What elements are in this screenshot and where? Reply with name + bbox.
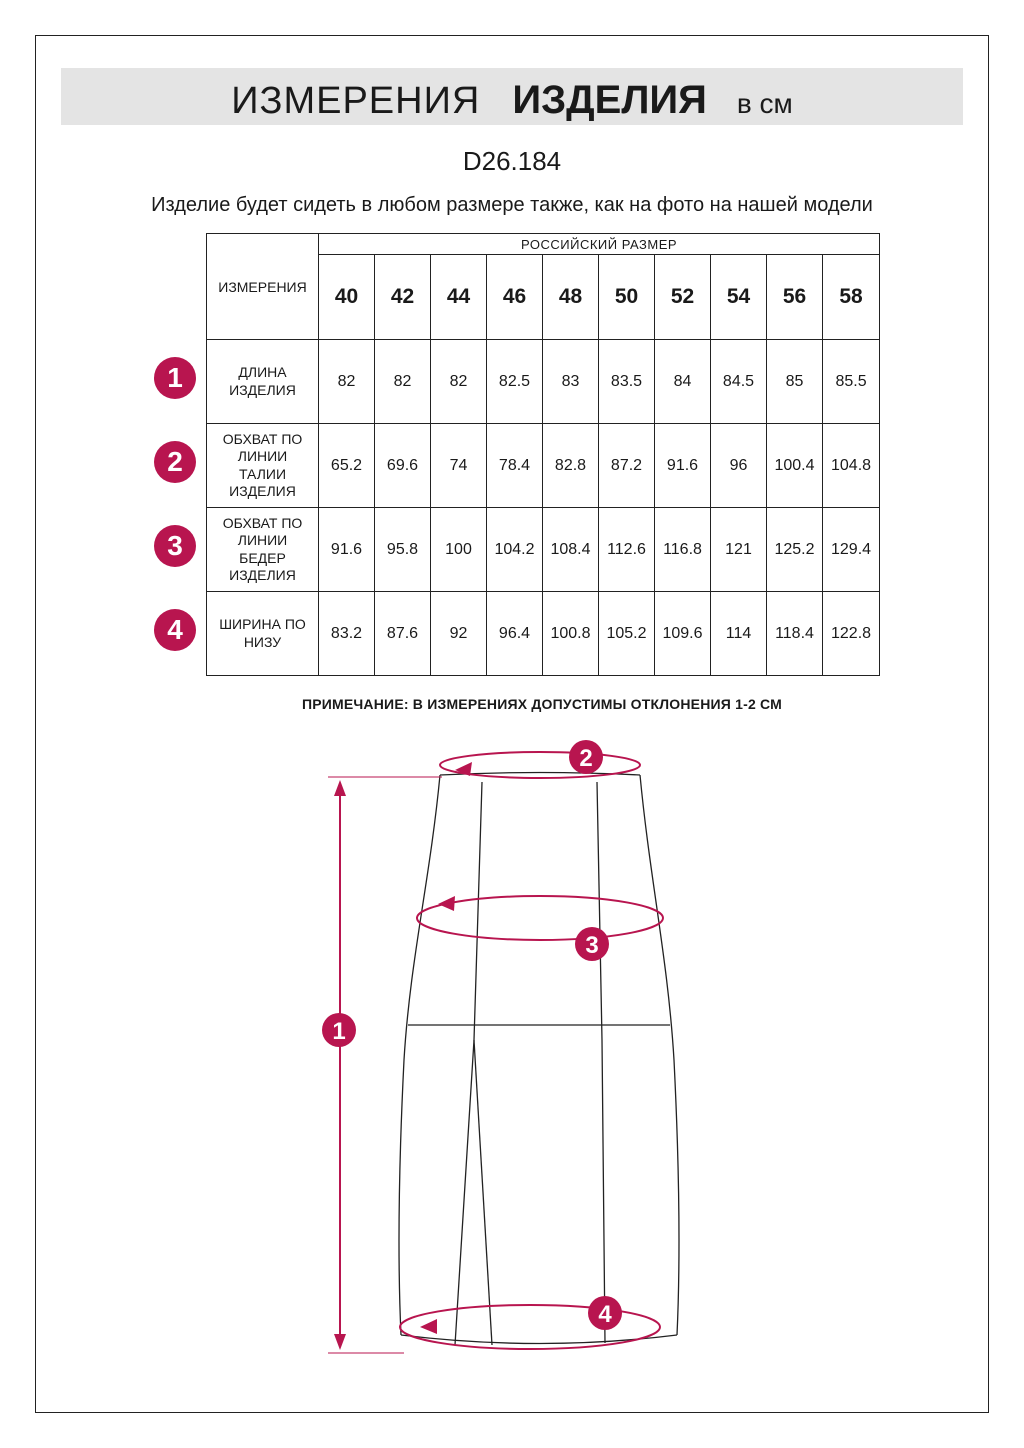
table-cell: 104.2: [487, 508, 543, 592]
table-cell: 95.8: [375, 508, 431, 592]
marker-label: 4: [598, 1301, 612, 1328]
row-label-length: ДЛИНА ИЗДЕЛИЯ: [207, 340, 319, 424]
table-cell: 92: [431, 592, 487, 676]
diagram-marker-3: [575, 927, 609, 961]
row-label-hem: ШИРИНА ПО НИЗУ: [207, 592, 319, 676]
marker-label: 2: [579, 745, 593, 772]
table-cell: 105.2: [599, 592, 655, 676]
table-cell: 91.6: [319, 508, 375, 592]
table-cell: 114: [711, 592, 767, 676]
table-cell: 69.6: [375, 424, 431, 508]
diagram-marker-1: [322, 1013, 356, 1047]
row-number-badge-2: 2: [154, 441, 196, 483]
table-cell: 121: [711, 508, 767, 592]
table-cell: 108.4: [543, 508, 599, 592]
size-header: 56: [767, 255, 823, 340]
table-cell: 96: [711, 424, 767, 508]
marker-label: 1: [332, 1018, 346, 1045]
table-cell: 100: [431, 508, 487, 592]
length-arrow: [334, 780, 346, 1350]
size-header: 44: [431, 255, 487, 340]
marker-label: 3: [585, 932, 599, 959]
table-cell: 100.4: [767, 424, 823, 508]
table-cell: 125.2: [767, 508, 823, 592]
table-cell: 91.6: [655, 424, 711, 508]
tolerance-note: ПРИМЕЧАНИЕ: В ИЗМЕРЕНИЯХ ДОПУСТИМЫ ОТКЛОНЕНИЯ 1-2 СМ: [301, 696, 783, 712]
title-part-units: в см: [736, 88, 793, 119]
table-cell: 85.5: [823, 340, 880, 424]
size-header: 50: [599, 255, 655, 340]
article-code: D26.184: [462, 146, 562, 176]
size-header: 40: [319, 255, 375, 340]
size-header: 48: [543, 255, 599, 340]
table-cell: 116.8: [655, 508, 711, 592]
size-header: 52: [655, 255, 711, 340]
table-cell: 83: [543, 340, 599, 424]
table-cell: 118.4: [767, 592, 823, 676]
table-cell: 65.2: [319, 424, 375, 508]
row-number-badge-4: 4: [154, 609, 196, 651]
waist-measure-ring: [440, 752, 640, 778]
measure-header: ИЗМЕРЕНИЯ: [207, 234, 319, 340]
skirt-outline: [399, 773, 679, 1346]
fit-subtitle: Изделие будет сидеть в любом размере также, как на фото на нашей модели: [151, 194, 873, 216]
table-cell: 82: [431, 340, 487, 424]
size-header: 54: [711, 255, 767, 340]
row-number-badge-1: 1: [154, 357, 196, 399]
hip-measure-ring: [417, 896, 663, 940]
table-cell: 122.8: [823, 592, 880, 676]
table-cell: 109.6: [655, 592, 711, 676]
table-cell: 100.8: [543, 592, 599, 676]
row-number-badge-3: 3: [154, 525, 196, 567]
table-cell: 87.6: [375, 592, 431, 676]
diagram-marker-2: [569, 740, 603, 774]
table-cell: 83.5: [599, 340, 655, 424]
table-cell: 82: [375, 340, 431, 424]
table-cell: 112.6: [599, 508, 655, 592]
table-cell: 82.8: [543, 424, 599, 508]
size-group-header: РОССИЙСКИЙ РАЗМЕР: [319, 234, 880, 255]
row-label-waist: ОБХВАТ ПО ЛИНИИ ТАЛИИ ИЗДЕЛИЯ: [207, 424, 319, 508]
size-header: 46: [487, 255, 543, 340]
table-cell: 82.5: [487, 340, 543, 424]
table-cell: 104.8: [823, 424, 880, 508]
row-label-hips: ОБХВАТ ПО ЛИНИИ БЕДЕР ИЗДЕЛИЯ: [207, 508, 319, 592]
size-header: 58: [823, 255, 880, 340]
table-cell: 85: [767, 340, 823, 424]
table-cell: 74: [431, 424, 487, 508]
size-header: 42: [375, 255, 431, 340]
title-part-measurements: ИЗМЕРЕНИЯ: [231, 80, 481, 122]
table-cell: 82: [319, 340, 375, 424]
title-part-product: ИЗДЕЛИЯ: [512, 78, 707, 122]
length-guide-lines: [328, 777, 442, 1353]
table-cell: 87.2: [599, 424, 655, 508]
table-cell: 129.4: [823, 508, 880, 592]
table-cell: 84.5: [711, 340, 767, 424]
table-cell: 84: [655, 340, 711, 424]
diagram-marker-4: [588, 1296, 622, 1330]
table-cell: 96.4: [487, 592, 543, 676]
table-cell: 83.2: [319, 592, 375, 676]
table-cell: 78.4: [487, 424, 543, 508]
